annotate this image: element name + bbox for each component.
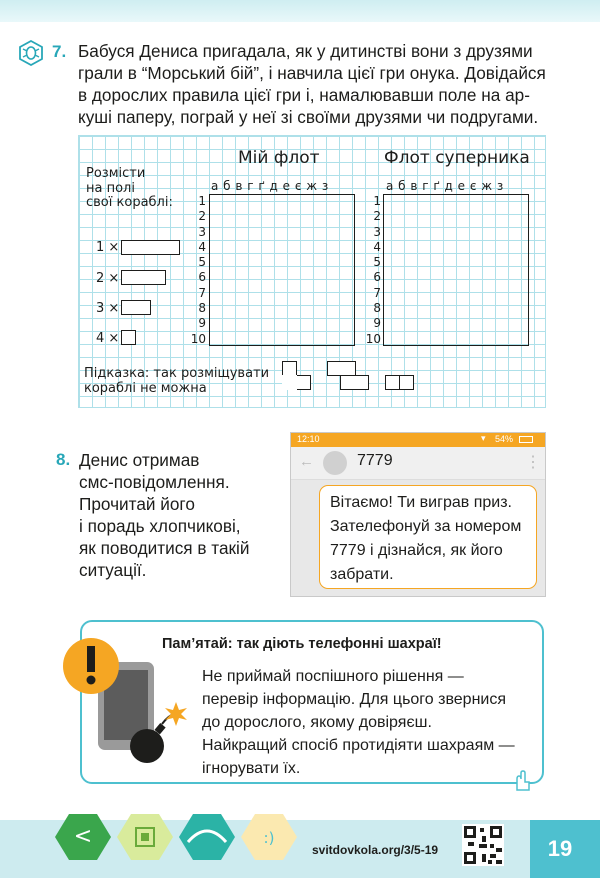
task-7-number: 7. (52, 42, 67, 61)
ship-count-label: 1 × (96, 240, 120, 255)
enemy-fleet-board (383, 194, 529, 346)
contact-name: 7779 (357, 452, 393, 469)
enemy-board-columns: а б в г ґ д е є ж з (386, 179, 504, 193)
website-link[interactable]: svitdovkola.org/3/5-19 (312, 843, 439, 857)
task-8-line: і порадь хлопчикові, (79, 516, 241, 536)
ship-count-label: 4 × (96, 331, 120, 346)
task-8-line: Денис отримав (79, 450, 200, 470)
my-board-rows: 1 2 3 4 5 6 7 8 9 10 (190, 194, 206, 346)
battery-icon (519, 436, 533, 443)
my-fleet-board (209, 194, 355, 346)
status-bar (291, 433, 545, 447)
task-8-number: 8. (56, 450, 71, 469)
smile-hex-icon (240, 812, 298, 862)
conversation-header (291, 447, 545, 480)
scam-phone-bomb-illustration (58, 632, 198, 772)
bridge-hex-icon (178, 812, 236, 862)
bug-activity-icon (18, 40, 44, 66)
ship-count-label: 2 × (96, 271, 120, 286)
svg-text:<: < (73, 824, 93, 849)
task-8-line: смс-повідомлення. (79, 472, 230, 492)
remember-title: Пам’ятай: так діють телефонні шахраї! (162, 636, 442, 652)
hand-pointer-icon (510, 770, 532, 792)
ship-count-label: 3 × (96, 301, 120, 316)
remember-text: Не приймай поспішного рішення — перевір інформацію. Для цього звернися до дорослого, якому довіряєш. Найкращий спосіб протидіяти шахраям — ігнорувати їх. (202, 668, 515, 777)
status-time: 12:10 (297, 434, 320, 444)
page-number: 19 (547, 836, 573, 861)
wifi-icon: ▾ (481, 433, 486, 443)
task-7-line: в дорослих правила цієї гри і, намалювавши поле на ар- (78, 85, 530, 105)
comparison-hex-icon (54, 812, 112, 862)
phone-screen (290, 432, 546, 597)
chip-hex-icon (116, 812, 174, 862)
enemy-board-rows: 1 2 3 4 5 6 7 8 9 10 (365, 194, 381, 346)
my-board-columns: а б в г ґ д е є ж з (211, 179, 329, 193)
my-fleet-title: Мій флот (238, 148, 320, 168)
task-8-line: ситуації. (79, 560, 147, 580)
hint-text: Підказка: так розміщувати кораблі не можна (84, 366, 270, 396)
page-number-box (530, 820, 600, 878)
svg-text::): :) (263, 829, 275, 847)
more-options-icon[interactable]: ⋮ (525, 454, 541, 471)
ship-three-deck (121, 270, 166, 285)
ship-two-deck (121, 300, 151, 315)
task-7-line: грали в “Морський бій”, і навчила цієї гри онука. Довідайся (78, 63, 546, 83)
sms-message: Вітаємо! Ти виграв приз. Зателефонуй за номером 7779 і дізнайся, як його забрати. (319, 485, 537, 589)
back-arrow-icon[interactable]: ← (299, 453, 314, 470)
avatar (323, 451, 347, 475)
top-band (0, 0, 600, 22)
ship-one-deck (121, 330, 136, 345)
qr-code-icon[interactable] (462, 824, 504, 866)
place-ships-label: Розмісти на полі свої кораблі: (86, 166, 173, 210)
task-7-line: Бабуся Дениса пригадала, як у дитинстві вони з друзями (78, 41, 533, 61)
enemy-fleet-title: Флот суперника (384, 148, 530, 168)
ship-four-deck (121, 240, 180, 255)
task-8-line: як поводитися в такій (79, 538, 250, 558)
task-8-line: Прочитай його (79, 494, 195, 514)
task-7-line: куші паперу, пограй у неї зі своїми друзями чи подругами. (78, 107, 539, 127)
battery-level: 54% (495, 434, 514, 444)
